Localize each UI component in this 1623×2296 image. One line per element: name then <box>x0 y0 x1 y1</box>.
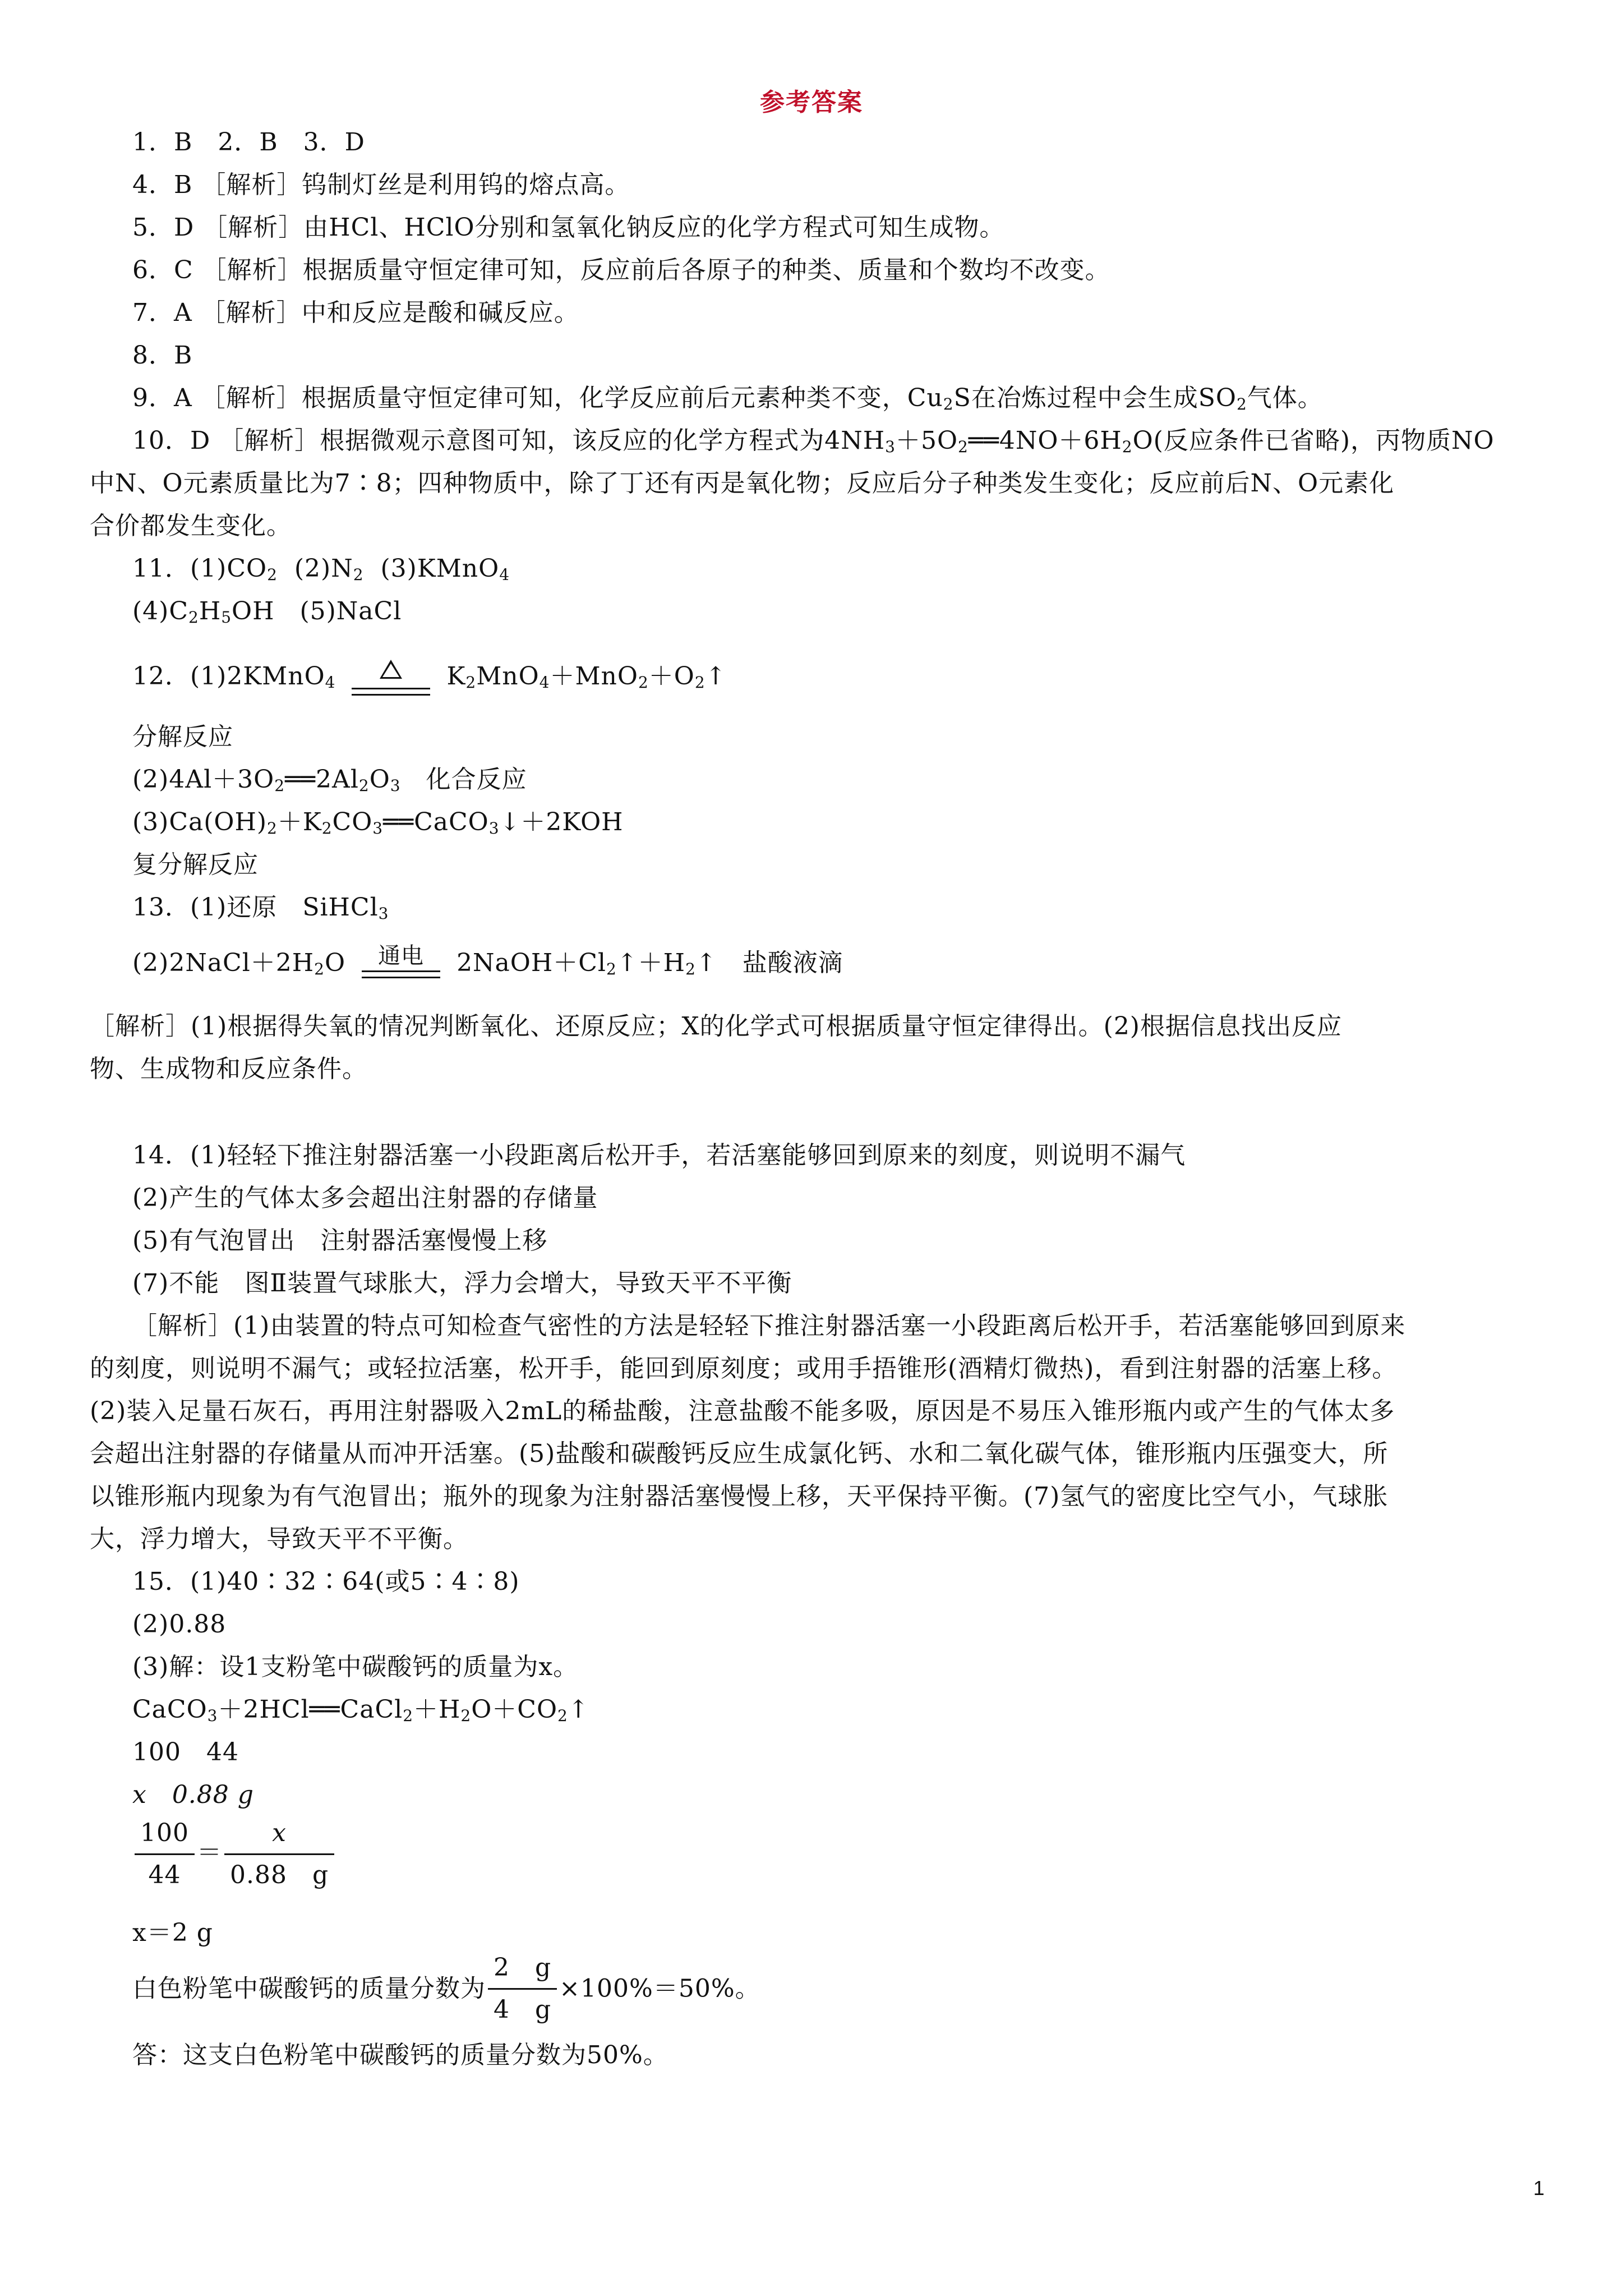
answer-13-part-f: ↑ 盐酸液滴 <box>695 949 843 977</box>
answer-12-part-o: ══CaCO <box>383 808 489 836</box>
answer-14-analysis-1: ［解析］(1)由装置的特点可知检查气密性的方法是轻轻下推注射器活塞一小段距离后松开手，若活塞能够回到原来 <box>132 1312 1406 1340</box>
answer-10-text-a: 10．D ［解析］根据微观示意图可知，该反应的化学方程式为4NH <box>132 426 886 455</box>
fraction-percentage <box>488 1952 557 2026</box>
subscript: 3 <box>488 819 500 838</box>
answer-15-unknown: x 0.88 g <box>132 1780 254 1809</box>
answer-15-conclusion: 答：这支白色粉笔中碳酸钙的质量分数为50%。 <box>132 2041 668 2069</box>
subscript: 2 <box>274 776 285 795</box>
subscript: 4 <box>539 673 550 692</box>
answer-15-mass-ratio: 100 44 <box>132 1738 239 1766</box>
equals-bar <box>362 970 440 978</box>
subscript: 2 <box>321 819 333 838</box>
answer-line-9 <box>132 383 1323 414</box>
answer-line-8: 8．B <box>132 341 193 370</box>
answer-12-part-c: MnO <box>476 662 540 691</box>
answer-15-percentage <box>132 1952 760 2026</box>
subscript: 2 <box>314 960 325 978</box>
subscript: 2 <box>267 819 278 838</box>
answer-12-part-a: 12．(1)2KMnO <box>132 662 325 691</box>
answer-line-14-1: 14．(1)轻轻下推注射器活塞一小段距离后松开手，若活塞能够回到原来的刻度，则说明不漏气 <box>132 1141 1186 1170</box>
answer-line-14-7: (7)不能 图Ⅱ装置气球胀大，浮力会增大，导致天平不平衡 <box>132 1269 792 1297</box>
answer-line-10 <box>132 425 1495 457</box>
subscript: 2 <box>557 1706 568 1725</box>
answer-line-11-cont <box>132 596 402 627</box>
subscript: 2 <box>460 1706 472 1725</box>
answer-12-part-i: ══2Al <box>285 765 359 794</box>
subscript: 2 <box>1236 395 1247 413</box>
answer-9-text-a: 9．A ［解析］根据质量守恒定律可知，化学反应前后元素种类不变，Cu <box>132 384 943 412</box>
subscript: 2 <box>943 395 954 413</box>
answer-11-part-4b: H <box>199 597 222 625</box>
answer-12-part-h: (2)4Al＋3O <box>132 765 275 794</box>
subscript: 2 <box>694 673 706 692</box>
answer-10-continuation-2: 合价都发生变化。 <box>90 512 292 540</box>
answer-12-part-b: K <box>446 662 466 691</box>
answer-15-result: x＝2 g <box>132 1918 213 1947</box>
fraction-numerator: 100 <box>135 1818 195 1855</box>
fraction-denominator: 0.88 g <box>229 1861 329 1889</box>
answer-line-6: 6．C ［解析］根据质量守恒定律可知，反应前后各原子的种类、质量和个数均不改变。 <box>132 256 1110 284</box>
answer-12-part-f: ↑ <box>705 662 727 691</box>
fraction-left <box>135 1818 195 1891</box>
eq-part-4: O＋CO <box>471 1695 558 1724</box>
eq-part-2: ＋2HCl══CaCl <box>218 1695 403 1724</box>
answer-13-part-b: (2)2NaCl＋2H <box>132 949 315 977</box>
answer-line-11 <box>132 553 510 585</box>
answer-10-text-d: O(反应条件已省略)，丙物质NO <box>1132 426 1495 455</box>
answer-line-4: 4．B ［解析］钨制灯丝是利用钨的熔点高。 <box>132 171 630 199</box>
subscript: 2 <box>958 438 969 456</box>
percentage-text-b: ×100%＝50%。 <box>559 1974 760 2003</box>
page-number: 1 <box>1533 2177 1544 2200</box>
answer-13-part-a: 13．(1)还原 SiHCl <box>132 893 379 922</box>
answer-14-analysis-6: 大，浮力增大，导致天平不平衡。 <box>90 1525 468 1553</box>
answer-line-13-2 <box>132 942 843 979</box>
answer-11-part-3: (3)KMnO <box>380 554 500 583</box>
subscript: 3 <box>885 438 896 456</box>
subscript: 3 <box>207 1706 218 1725</box>
subscript: 2 <box>465 673 477 692</box>
subscript: 2 <box>1122 438 1133 456</box>
answer-13-analysis: ［解析］(1)根据得失氧的情况判断氧化、还原反应；X的化学式可根据质量守恒定律得出。(2)根据信息找出反应 <box>90 1012 1342 1041</box>
answer-12-part-m: ＋K <box>277 808 322 836</box>
equals-sign: ＝ <box>196 1838 222 1867</box>
subscript: 2 <box>267 565 278 584</box>
answer-13-part-e: ↑＋H <box>616 949 686 977</box>
subscript: 4 <box>325 673 336 692</box>
answer-10-text-b: ＋5O <box>895 426 958 455</box>
subscript: 3 <box>378 904 389 923</box>
answer-11-part-1: 11．(1)CO <box>132 554 268 583</box>
answer-14-analysis-4: 会超出注射器的存储量从而冲开活塞。(5)盐酸和碳酸钙反应生成氯化钙、水和二氧化碳气体，锥形瓶内压强变大，所 <box>90 1439 1389 1468</box>
answer-line-5: 5．D ［解析］由HCl、HClO分别和氢氧化钠反应的化学方程式可知生成物。 <box>132 213 1005 242</box>
answer-line-1-3: 1．B 2．B 3．D <box>132 128 365 157</box>
answer-line-14-2: (2)产生的气体太多会超出注射器的存储量 <box>132 1184 598 1212</box>
subscript: 2 <box>358 776 370 795</box>
answer-9-text-c: 气体。 <box>1247 384 1323 412</box>
answer-11-part-4: (4)C <box>132 597 188 625</box>
answer-12-reaction-type-2: 化合反应 <box>426 765 527 794</box>
page-title: 参考答案 <box>760 88 863 117</box>
answer-14-analysis-5: 以锥形瓶内现象为有气泡冒出；瓶外的现象为注射器活塞慢慢上移，天平保持平衡。(7)氢气的密度比空气小，气球胀 <box>90 1482 1389 1511</box>
eq-part-3: ＋H <box>413 1695 461 1724</box>
answer-line-14-5: (5)有气泡冒出 注射器活塞慢慢上移 <box>132 1226 548 1255</box>
answer-line-7: 7．A ［解析］中和反应是酸和碱反应。 <box>132 298 579 327</box>
answer-line-12-eq2 <box>132 764 527 795</box>
subscript: 2 <box>353 565 364 584</box>
answer-line-12-eq1 <box>132 655 727 696</box>
answer-line-13-1 <box>132 892 389 923</box>
answer-12-part-d: ＋MnO <box>550 662 638 691</box>
answer-12-reaction-type-1: 分解反应 <box>132 723 233 751</box>
answer-line-12-eq3 <box>132 807 624 838</box>
equals-bar <box>352 688 430 696</box>
eq-part-1: CaCO <box>132 1695 208 1724</box>
condition-label: 通电 <box>378 943 425 969</box>
answer-11-part-2: (2)N <box>294 554 353 583</box>
answer-9-text-b: S在冶炼过程中会生成SO <box>953 384 1237 412</box>
answer-13-part-d: 2NaOH＋Cl <box>457 949 606 977</box>
subscript: 3 <box>390 776 401 795</box>
answer-12-part-p: ↓＋2KOH <box>499 808 624 836</box>
subscript: 3 <box>372 819 384 838</box>
answer-11-part-5: OH (5)NaCl <box>232 597 402 625</box>
answer-12-part-j: O <box>369 765 390 794</box>
answer-12-part-n: CO <box>332 808 373 836</box>
fraction-numerator: x <box>224 1818 334 1855</box>
answer-12-reaction-type-3: 复分解反应 <box>132 850 259 879</box>
answer-10-continuation: 中N、O元素质量比为7∶8；四种物质中，除了丁还有丙是氧化物；反应后分子种类发生变化；反应前后N、O元素化 <box>90 469 1395 498</box>
answer-line-15-3: (3)解：设1支粉笔中碳酸钙的质量为x。 <box>132 1653 579 1681</box>
subscript: 2 <box>606 960 617 978</box>
answer-10-text-c: ══4NO＋6H <box>968 426 1122 455</box>
fraction-numerator: 2 g <box>488 1952 557 1990</box>
answer-15-equation <box>132 1694 589 1726</box>
subscript: 2 <box>638 673 649 692</box>
answer-12-part-l: (3)Ca(OH) <box>132 808 267 836</box>
answer-15-proportion <box>132 1818 336 1891</box>
subscript: 2 <box>685 960 696 978</box>
answer-14-analysis-2: 的刻度，则说明不漏气；或轻拉活塞，松开手，能回到原刻度；或用手捂锥形(酒精灯微热)，看到注射器的活塞上移。 <box>90 1354 1398 1383</box>
subscript: 2 <box>188 608 199 627</box>
heat-condition <box>352 655 430 696</box>
percentage-text-a: 白色粉笔中碳酸钙的质量分数为 <box>132 1974 486 2003</box>
fraction-right <box>224 1818 334 1891</box>
answer-13-part-c: O <box>324 949 346 977</box>
answer-line-15-2: (2)0.88 <box>132 1610 227 1639</box>
subscript: 4 <box>499 565 510 584</box>
answer-line-15-1: 15．(1)40∶32∶64(或5∶4∶8) <box>132 1567 520 1596</box>
subscript: 5 <box>221 608 232 627</box>
fraction-denominator: 4 g <box>494 1995 552 2024</box>
answer-14-analysis-3: (2)装入足量石灰石，再用注射器吸入2mL的稀盐酸，注意盐酸不能多吸，原因是不易压入锥形瓶内或产生的气体太多 <box>90 1397 1395 1425</box>
heating-triangle-icon <box>380 660 402 679</box>
subscript: 2 <box>403 1706 414 1725</box>
eq-part-5: ↑ <box>568 1695 589 1724</box>
answer-12-part-e: ＋O <box>648 662 695 691</box>
answer-13-analysis-cont: 物、生成物和反应条件。 <box>90 1055 367 1083</box>
fraction-denominator: 44 <box>148 1861 181 1889</box>
electrolysis-condition <box>362 942 440 978</box>
